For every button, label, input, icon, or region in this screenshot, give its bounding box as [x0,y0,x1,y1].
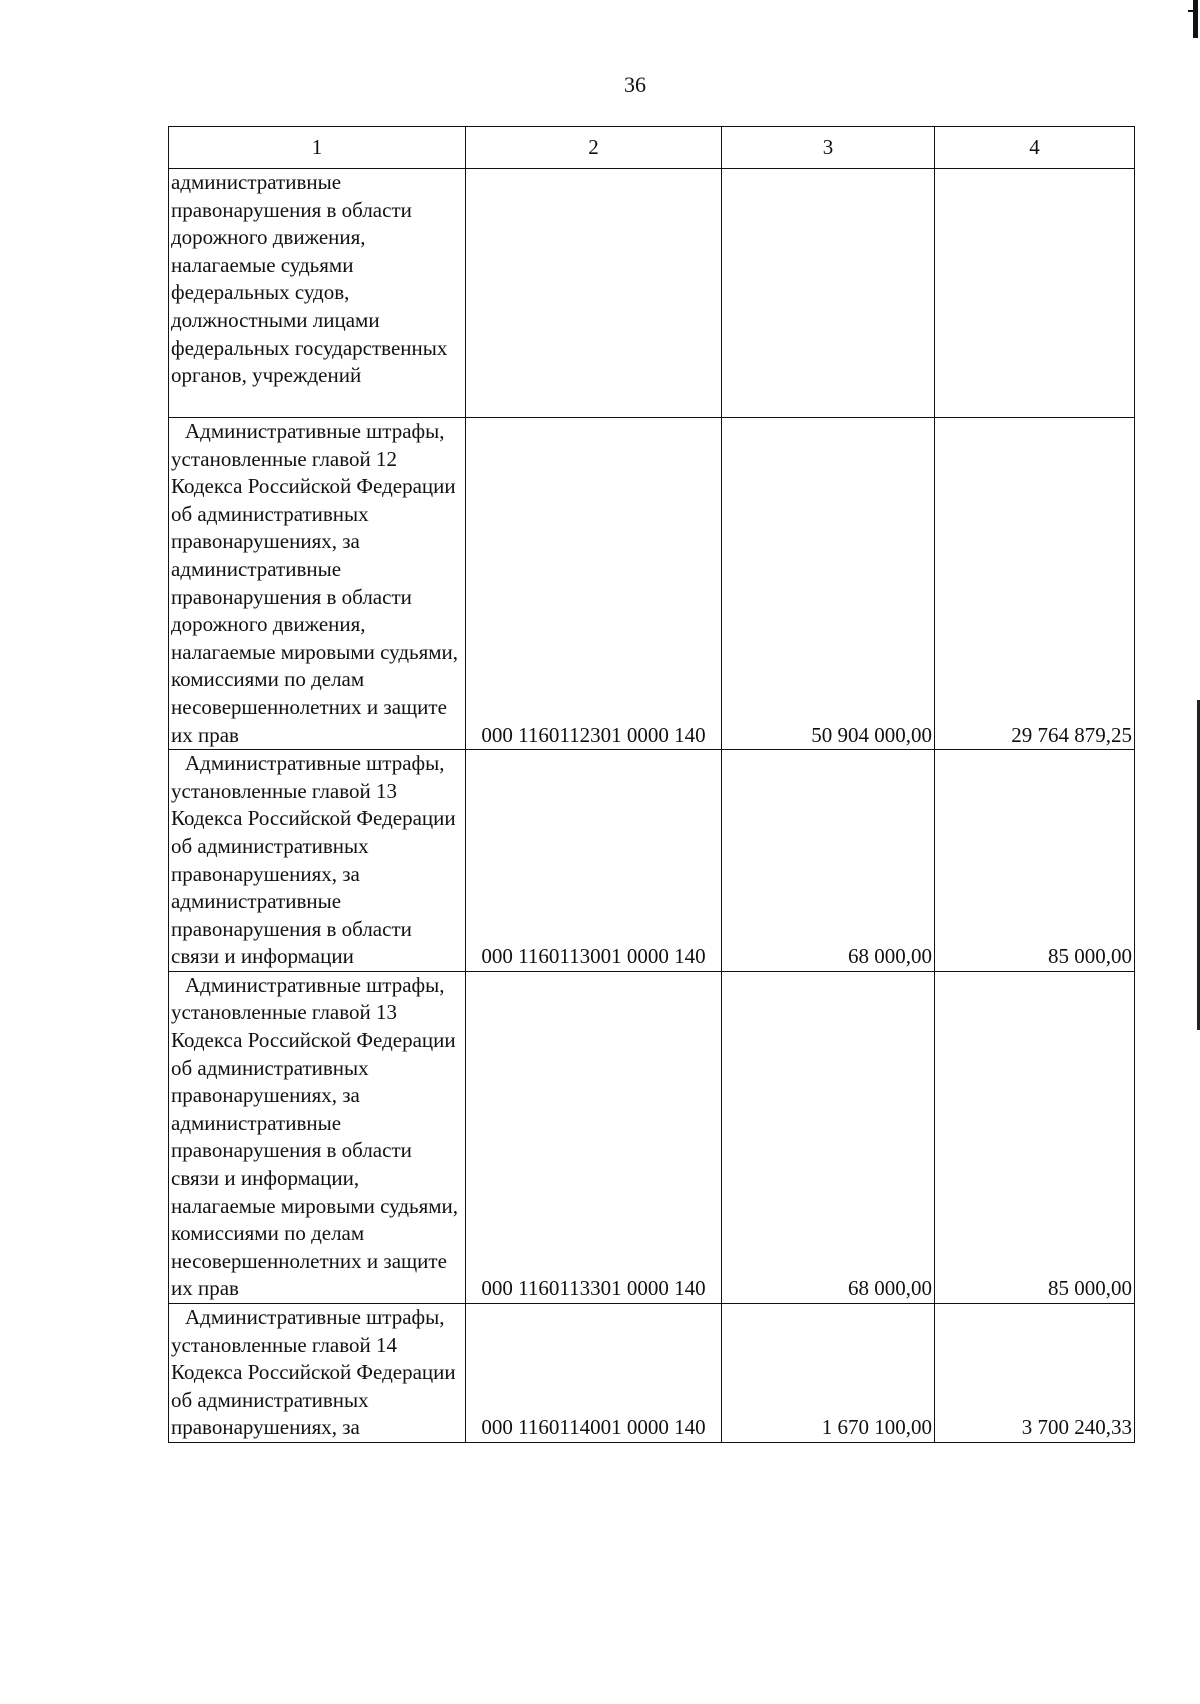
table-row [169,750,1135,972]
header-col-4: 4 [935,127,1135,169]
table-row [169,971,1135,1303]
row-col3-value: 68 000,00 [722,971,935,1303]
table-row [169,1304,1135,1443]
row-col3-value: 68 000,00 [722,750,935,972]
header-row [169,127,1135,169]
row-col3-value: 1 670 100,00 [722,1304,935,1443]
row-col4-value: 29 764 879,25 [935,418,1135,750]
row-name [169,971,466,1303]
continuation-col3-cell [722,169,935,418]
row-code: 000 1160113301 0000 140 [466,971,722,1303]
row-name-text: Административные штрафы, установленные главой 14 Кодекса Российской Федерации об административных правонарушениях, за [171,1305,456,1440]
row-name-text: Административные штрафы, установленные главой 12 Кодекса Российской Федерации об административных правонарушениях, за административные правонарушения в области дорожного движения, налагаемые мировыми судьями, комиссиями по делам несовершеннолетних и защите их прав [171,419,459,747]
row-code: 000 1160112301 0000 140 [466,418,722,750]
header-col-3: 3 [722,127,935,169]
scan-edge-mark [1193,0,1198,38]
row-col3-value: 50 904 000,00 [722,418,935,750]
row-name [169,1304,466,1443]
row-name [169,750,466,972]
continuation-col4-cell [935,169,1135,418]
budget-table [168,126,1135,1443]
page-number: 36 [624,72,646,97]
table-row [169,418,1135,750]
row-col4-value: 3 700 240,33 [935,1304,1135,1443]
row-code: 000 1160114001 0000 140 [466,1304,722,1443]
header-col-1: 1 [169,127,466,169]
row-name-text: Административные штрафы, установленные главой 13 Кодекса Российской Федерации об административных правонарушениях, за административные правонарушения в области связи и информации, налагаемые мировыми судьями, комиссиями по делам несовершеннолетних и защите их прав [171,972,459,1301]
table-row-continuation [169,169,1135,418]
continuation-text: административные правонарушения в области дорожного движения, налагаемые судьями федеральных судов, должностными лицами федеральных государственных органов, учреждений [169,169,466,418]
continuation-code-cell [466,169,722,418]
scan-edge-mark-h [1188,10,1198,12]
row-col4-value: 85 000,00 [935,750,1135,972]
row-name-text: Административные штрафы, установленные главой 13 Кодекса Российской Федерации об административных правонарушениях, за административные правонарушения в области связи и информации [171,751,456,969]
row-code: 000 1160113001 0000 140 [466,750,722,972]
header-col-2: 2 [466,127,722,169]
row-name [169,418,466,750]
row-col4-value: 85 000,00 [935,971,1135,1303]
